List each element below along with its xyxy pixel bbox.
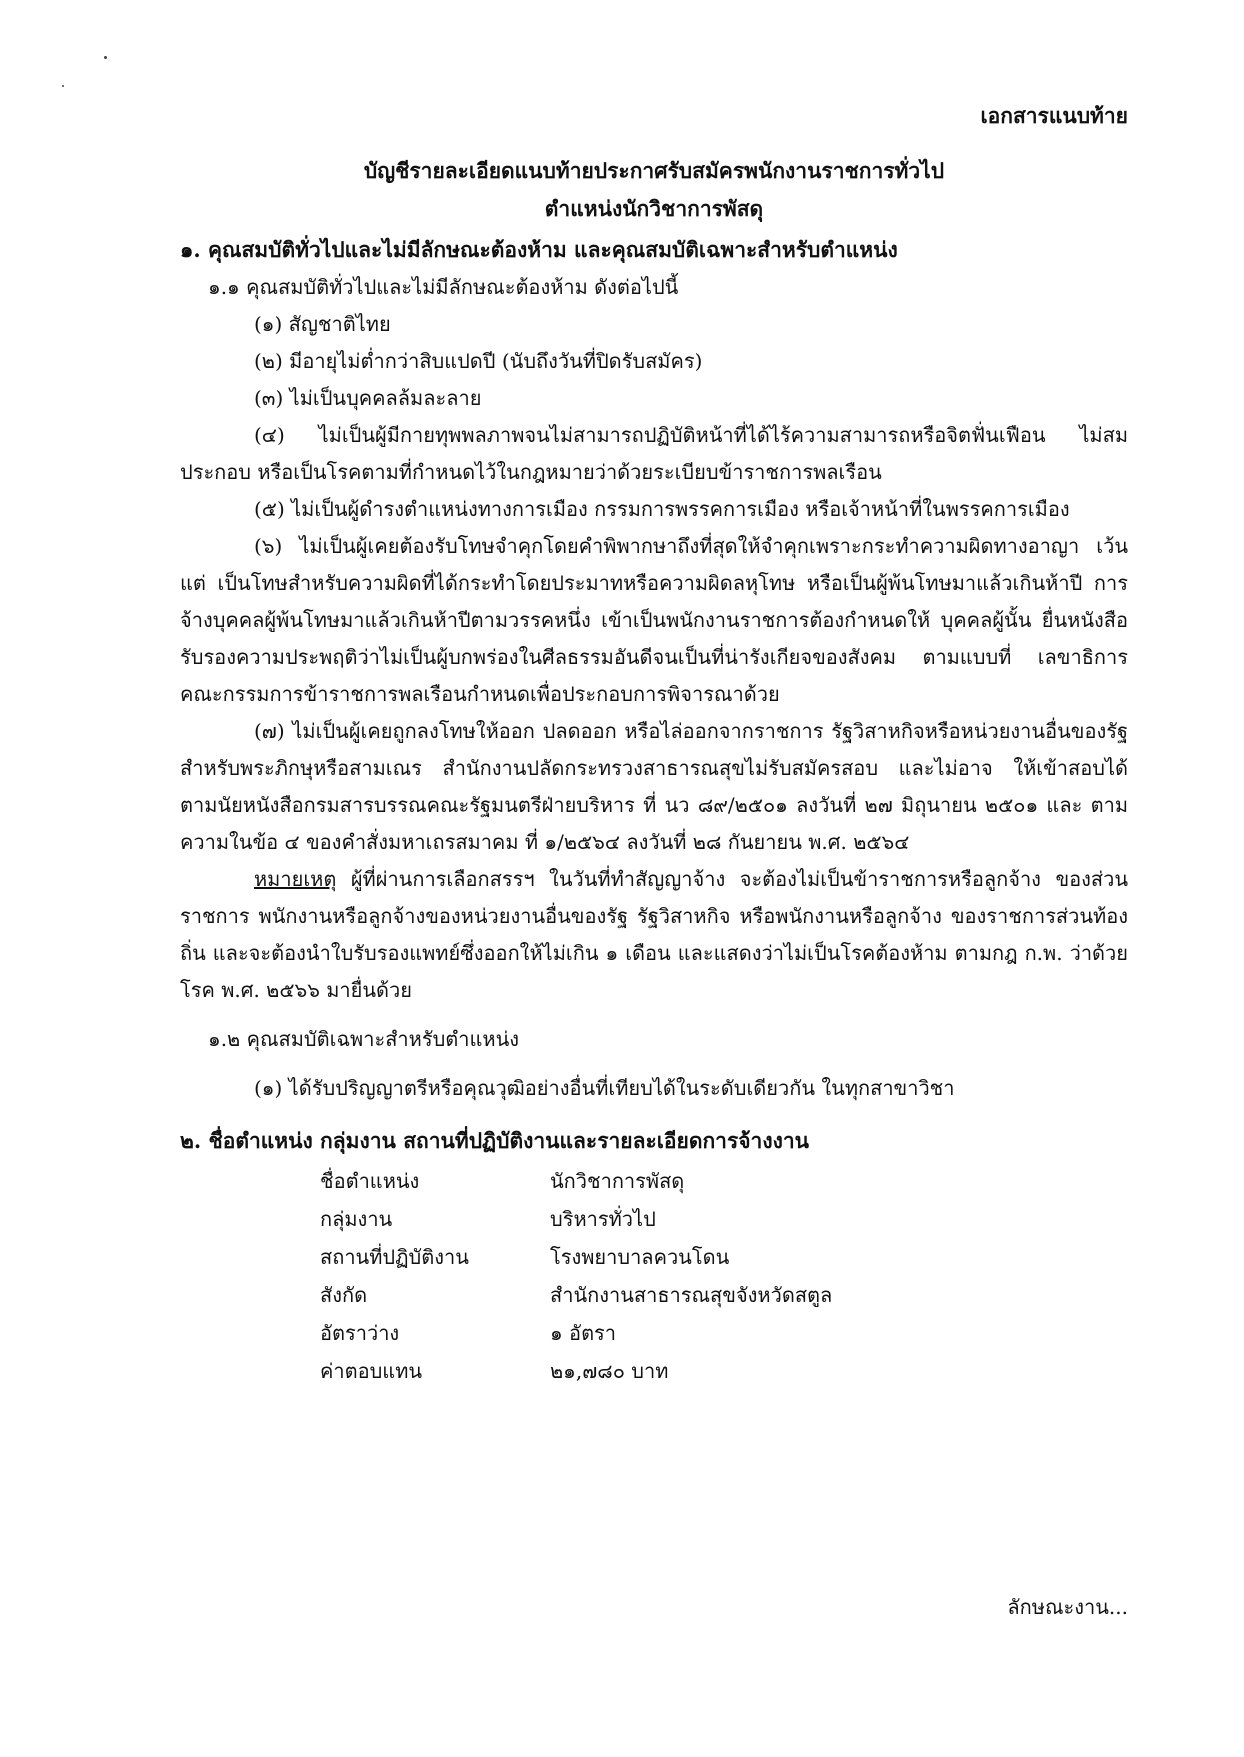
detail-value: บริหารทั่วไป xyxy=(550,1207,656,1231)
detail-value: ๒๑,๗๘๐ บาท xyxy=(550,1359,669,1383)
scan-speck xyxy=(62,85,64,87)
sub1-heading: ๑.๑ คุณสมบัติทั่วไปและไม่มีลักษณะต้องห้าม ดังต่อไปนี้ xyxy=(208,275,679,299)
detail-row-workplace xyxy=(320,1238,1128,1276)
detail-label: สังกัด xyxy=(320,1283,368,1307)
detail-value: โรงพยาบาลควนโดน xyxy=(550,1245,730,1269)
specific-qualification-item: (๑) ได้รับปริญญาตรีหรือคุณวุฒิอย่างอื่นที่เทียบได้ในระดับเดียวกัน ในทุกสาขาวิชา xyxy=(254,1076,955,1100)
qualification-item: (๓) ไม่เป็นบุคคลล้มละลาย xyxy=(254,386,482,410)
annex-label: เอกสารแนบท้าย xyxy=(980,103,1128,128)
document-title: บัญชีรายละเอียดแนบท้ายประกาศรับสมัครพนักงานราชการทั่วไป xyxy=(363,158,945,183)
employment-details xyxy=(320,1162,1128,1390)
section1-heading: ๑. คุณสมบัติทั่วไปและไม่มีลักษณะต้องห้าม และคุณสมบัติเฉพาะสำหรับตำแหน่ง xyxy=(180,237,898,262)
note-paragraph xyxy=(180,861,1128,1009)
qualification-item: (๑) สัญชาติไทย xyxy=(254,312,391,336)
detail-value: ๑ อัตรา xyxy=(550,1321,617,1345)
detail-value: นักวิชาการพัสดุ xyxy=(550,1169,685,1193)
detail-label: อัตราว่าง xyxy=(320,1321,400,1345)
detail-label: สถานที่ปฏิบัติงาน xyxy=(320,1245,469,1269)
qualification-item: (๒) มีอายุไม่ต่ำกว่าสิบแปดปี (นับถึงวันที่ปิดรับสมัคร) xyxy=(254,349,703,373)
detail-label: ชื่อตำแหน่ง xyxy=(320,1169,420,1193)
detail-value: สำนักงานสาธารณสุขจังหวัดสตูล xyxy=(550,1283,833,1307)
detail-label: ค่าตอบแทน xyxy=(320,1359,423,1383)
qualification-item: (๔) ไม่เป็นผู้มีกายทุพพลภาพจนไม่สามารถปฏิบัติหน้าที่ได้ไร้ความสามารถหรือจิตฟั่นเฟือน ไม่สมประกอบ หรือเป็นโรคตามที่กำหนดไว้ในกฎหมายว่าด้วยระเบียบข้าราชการพลเรือน xyxy=(180,423,1128,484)
detail-label: กลุ่มงาน xyxy=(320,1207,393,1231)
detail-row-position xyxy=(320,1162,1128,1200)
note-text: ผู้ที่ผ่านการเลือกสรรฯ ในวันที่ทำสัญญาจ้าง จะต้องไม่เป็นข้าราชการหรือลูกจ้าง ของส่วนราชการ พนักงานหรือลูกจ้างของหน่วยงานอื่นของรัฐ รัฐวิสาหกิจ หรือพนักงานหรือลูกจ้าง ของราชการส่วนท้องถิ่น และจะต้องนำใบรับรองแพทย์ซึ่งออกให้ไม่เกิน ๑ เดือน และแสดงว่าไม่เป็นโรคต้องห้าม ตามกฎ ก.พ. ว่าด้วยโรค พ.ศ. ๒๕๖๖ มายื่นด้วย xyxy=(180,867,1128,1002)
detail-row-affiliation xyxy=(320,1276,1128,1314)
detail-row-group xyxy=(320,1200,1128,1238)
section2-heading: ๒. ชื่อตำแหน่ง กลุ่มงาน สถานที่ปฏิบัติงานและรายละเอียดการจ้างงาน xyxy=(180,1128,809,1153)
qualification-item: (๗) ไม่เป็นผู้เคยถูกลงโทษให้ออก ปลดออก หรือไล่ออกจากราชการ รัฐวิสาหกิจหรือหน่วยงานอื่นของรัฐ สำหรับพระภิกษุหรือสามเณร สำนักงานปลัดกระทรวงสาธารณสุขไม่รับสมัครสอบ และไม่อาจ ให้เข้าสอบได้ ตามนัยหนังสือกรมสารบรรณคณะรัฐมนตรีฝ่ายบริหาร ที่ นว ๘๙/๒๕๐๑ ลงวันที่ ๒๗ มิถุนายน ๒๕๐๑ และ ตามความในข้อ ๔ ของคำสั่งมหาเถรสมาคม ที่ ๑/๒๕๖๔ ลงวันที่ ๒๘ กันยายน พ.ศ. ๒๕๖๔ xyxy=(180,719,1128,854)
note-label: หมายเหตุ xyxy=(254,867,337,891)
document-body xyxy=(180,96,1128,1390)
qualification-item: (๕) ไม่เป็นผู้ดำรงตำแหน่งทางการเมือง กรรมการพรรคการเมือง หรือเจ้าหน้าที่ในพรรคการเมือง xyxy=(254,497,1070,521)
position-title: ตำแหน่งนักวิชาการพัสดุ xyxy=(544,196,764,221)
detail-row-compensation xyxy=(320,1352,1128,1390)
scan-speck xyxy=(104,56,107,59)
sub2-heading: ๑.๒ คุณสมบัติเฉพาะสำหรับตำแหน่ง xyxy=(208,1027,520,1051)
continuation-note: ลักษณะงาน... xyxy=(1007,1595,1128,1619)
detail-row-vacancies xyxy=(320,1314,1128,1352)
qualification-item: (๖) ไม่เป็นผู้เคยต้องรับโทษจำคุกโดยคำพิพากษาถึงที่สุดให้จำคุกเพราะกระทำความผิดทางอาญา เว้นแต่ เป็นโทษสำหรับความผิดที่ได้กระทำโดยประมาทหรือความผิดลหุโทษ หรือเป็นผู้พ้นโทษมาแล้วเกินห้าปี การจ้างบุคคลผู้พ้นโทษมาแล้วเกินห้าปีตามวรรคหนึ่ง เข้าเป็นพนักงานราชการต้องกำหนดให้ บุคคลผู้นั้น ยื่นหนังสือรับรองความประพฤติว่าไม่เป็นผู้บกพร่องในศีลธรรมอันดีจนเป็นที่น่ารังเกียจของสังคม ตามแบบที่ เลขาธิการคณะกรรมการข้าราชการพลเรือนกำหนดเพื่อประกอบการพิจารณาด้วย xyxy=(180,534,1128,706)
